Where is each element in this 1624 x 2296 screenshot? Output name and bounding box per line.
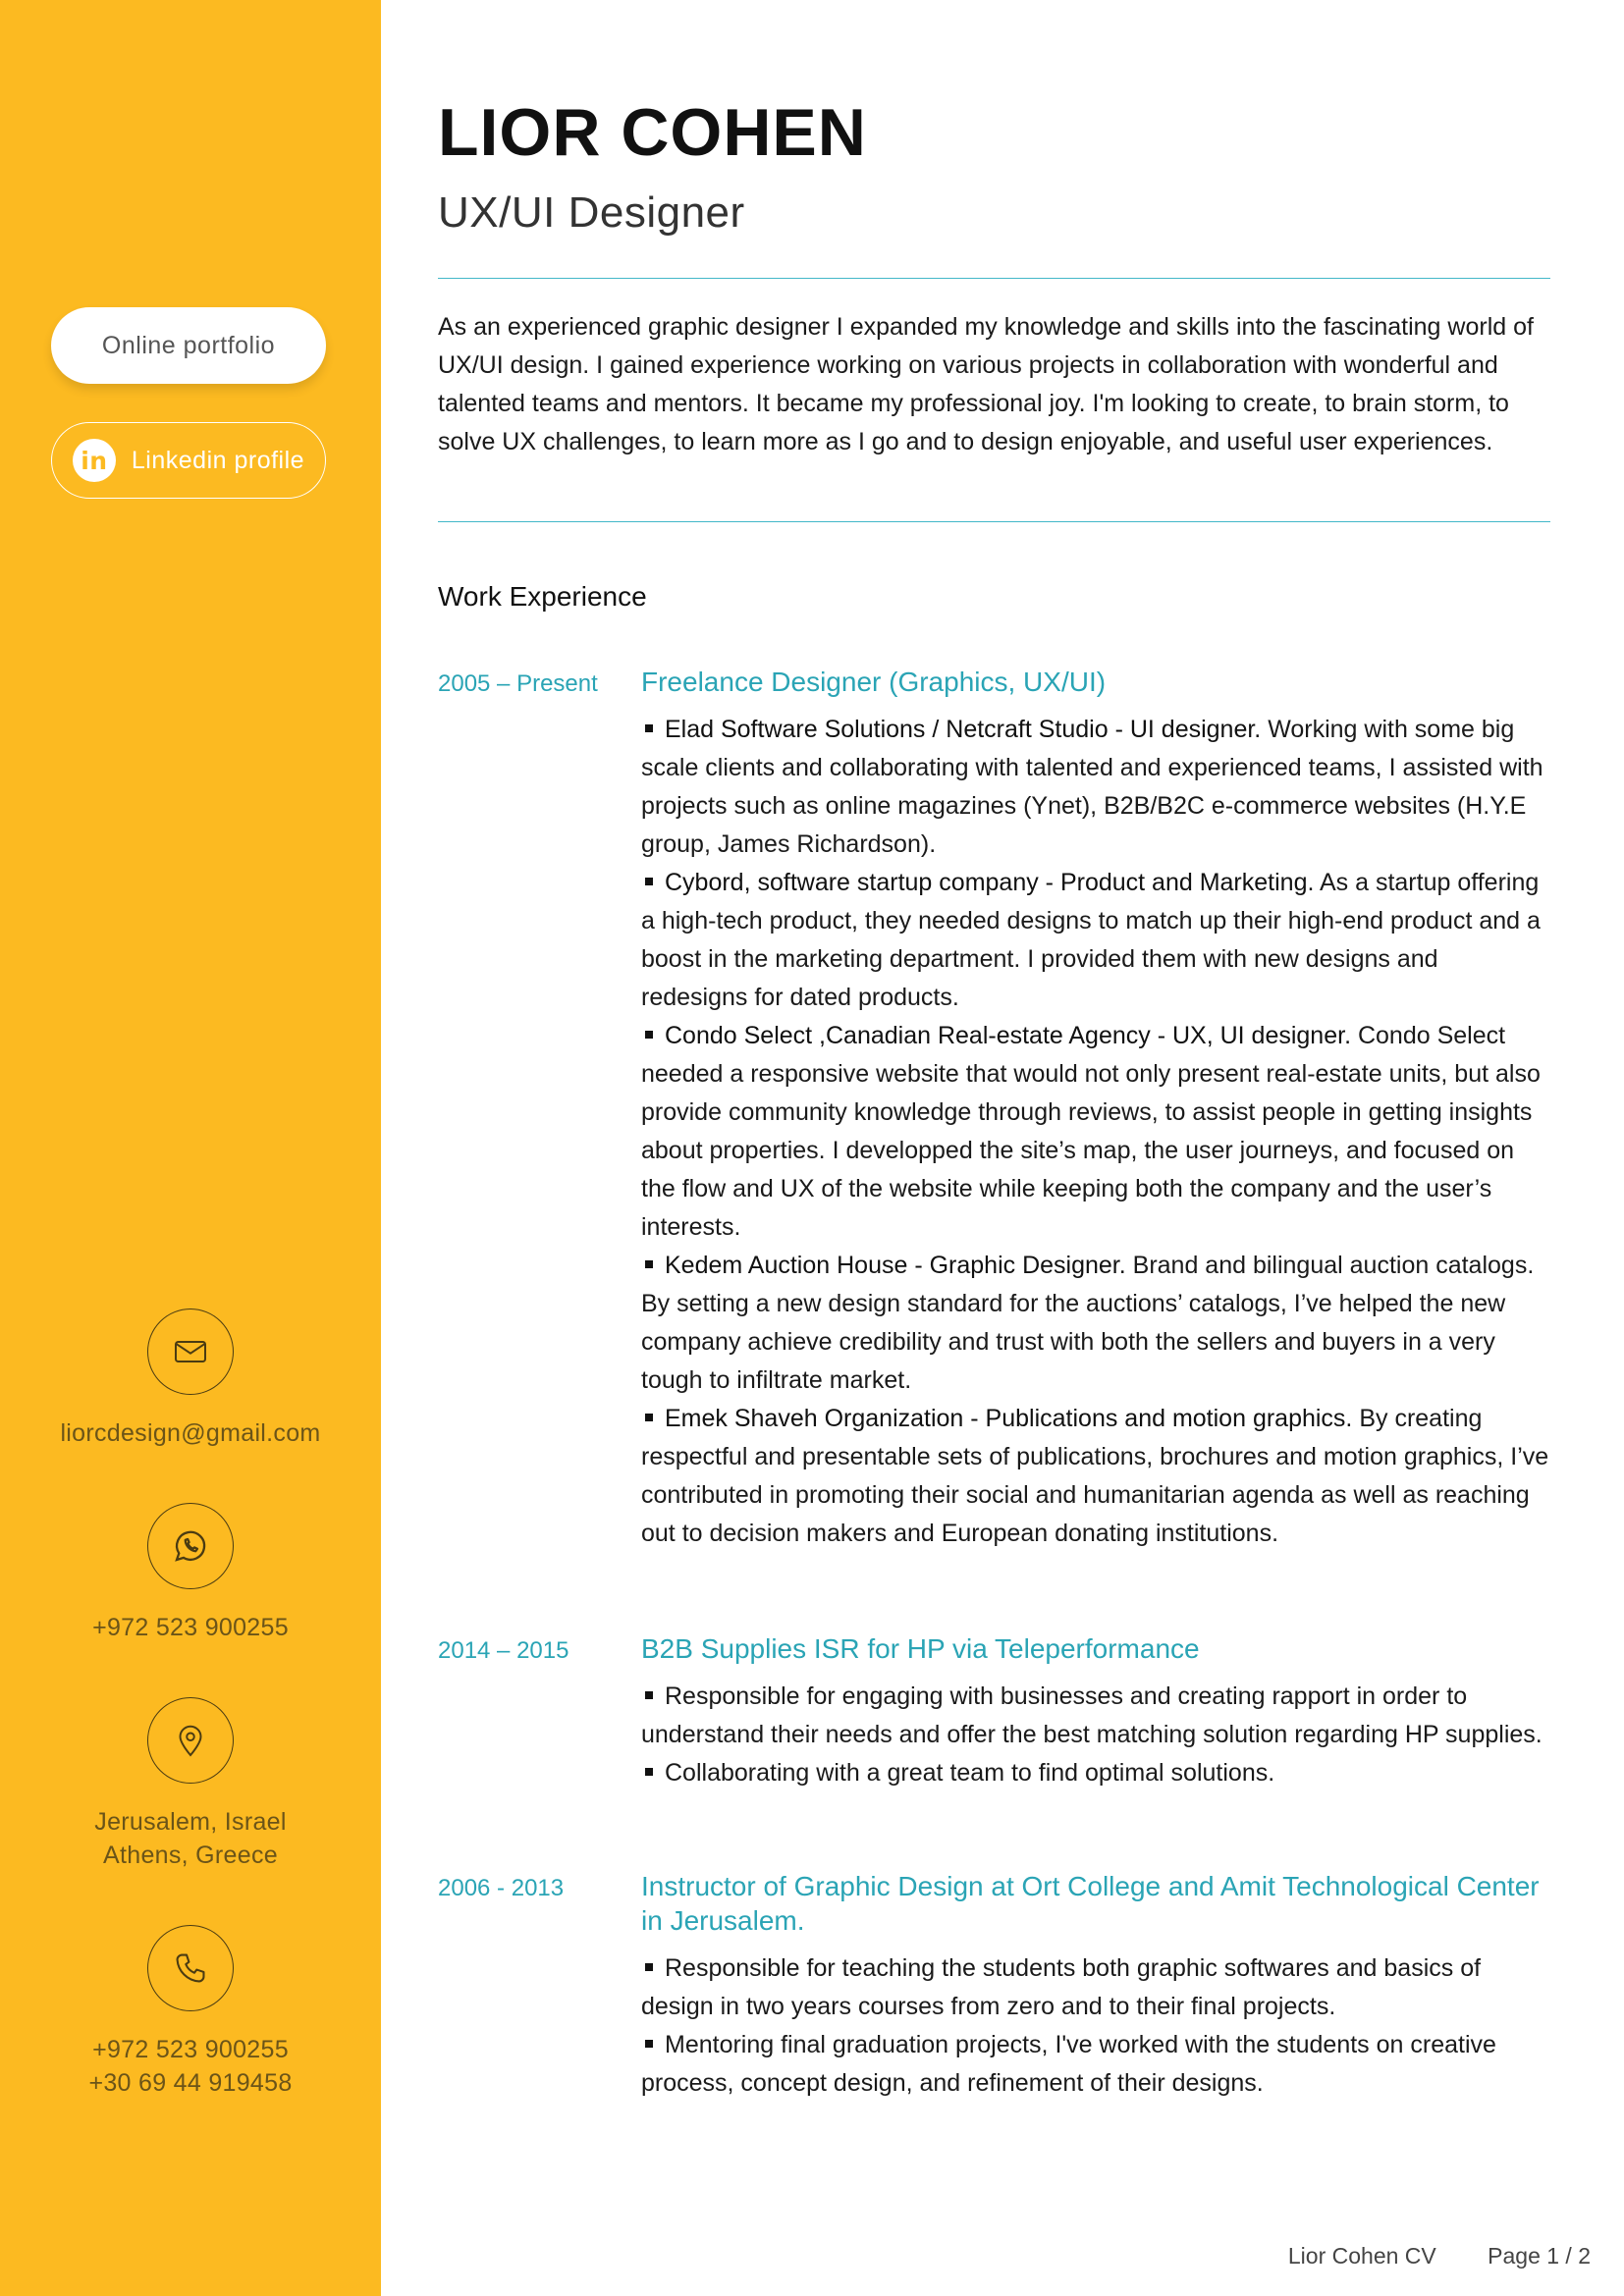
bullet-lead: Kedem Auction House - Graphic Designer. (665, 1252, 1126, 1279)
page-footer (1243, 2243, 1591, 2269)
job-date: 2014 – 2015 (438, 1637, 569, 1664)
bullet-text: Mentoring final graduation projects, I've worked with the students on creative process, concept design, and refinement of their designs. (641, 2031, 1496, 2097)
bullet-square-icon (645, 1768, 653, 1776)
linkedin-profile-button[interactable] (51, 422, 326, 499)
candidate-title: UX/UI Designer (438, 188, 745, 237)
bullet-square-icon (645, 1260, 653, 1268)
job-bullet (641, 1678, 1550, 1754)
job-bullet (641, 1017, 1550, 1247)
job-date: 2006 - 2013 (438, 1875, 565, 1901)
job-bullet (641, 1400, 1550, 1553)
summary-divider (438, 521, 1550, 522)
bullet-text: Collaborating with a great team to find optimal solutions. (665, 1759, 1275, 1787)
job-body (641, 1869, 1550, 2103)
job-bullets (641, 1678, 1550, 1792)
bullet-square-icon (645, 2040, 653, 2048)
contact-phone (0, 1925, 381, 2100)
job-bullets (641, 711, 1550, 1553)
sidebar (0, 0, 381, 2296)
location-line-2: Athens, Greece (103, 1842, 278, 1869)
job-title: B2B Supplies ISR for HP via Teleperformance (641, 1633, 1200, 1664)
job-title: Freelance Designer (Graphics, UX/UI) (641, 667, 1107, 697)
work-experience-heading: Work Experience (438, 581, 647, 612)
bullet-square-icon (645, 1031, 653, 1039)
location-line-1: Jerusalem, Israel (94, 1808, 287, 1836)
bullet-text: As a startup offering a high-tech product, they needed designs to match up their high-end product and a boost in the marketing department. I provided them with new designs and redesigns for dated products. (641, 869, 1541, 1011)
profile-summary: As an experienced graphic designer I expanded my knowledge and skills into the fascinating world of UX/UI design. I gained experience working on various projects in collaboration with wonderful and talented teams and mentors. It became my professional joy. I'm looking to create, to brain storm, to solve UX challenges, to learn more as I go and to design enjoyable, and useful user experiences. (438, 313, 1534, 455)
whatsapp-number[interactable]: +972 523 900255 (92, 1614, 289, 1641)
linkedin-icon: in (73, 439, 116, 482)
footer-page-number: Page 1 / 2 (1488, 2243, 1591, 2269)
job-date: 2005 – Present (438, 670, 598, 697)
job-bullet (641, 1754, 1550, 1792)
bullet-lead: Condo Select ,Canadian Real-estate Agency - UX, UI designer. (665, 1022, 1352, 1049)
location-pin-icon (147, 1697, 234, 1784)
job-title: Instructor of Graphic Design at Ort College and Amit Technological Center in Jerusalem. (641, 1871, 1540, 1936)
candidate-name: LIOR COHEN (438, 95, 867, 170)
job-bullets (641, 1949, 1550, 2103)
contact-whatsapp (0, 1503, 381, 1644)
job-bullet (641, 864, 1550, 1017)
job-bullet (641, 711, 1550, 864)
online-portfolio-button[interactable] (51, 307, 326, 384)
mail-icon (147, 1308, 234, 1395)
bullet-square-icon (645, 1691, 653, 1699)
phone-number-2[interactable]: +30 69 44 919458 (88, 2069, 293, 2097)
job-bullet (641, 1949, 1550, 2026)
top-divider (438, 278, 1550, 279)
bullet-text: Condo Select needed a responsive website that would not only present real-estate units, but also provide community knowledge through reviews, to assist people in getting insights about properties. I developped the site’s map, the user journeys, and focused on the flow and UX of the website while keeping both the company and the user’s interests. (641, 1022, 1541, 1241)
bullet-text: Working with some big scale clients and collaborating with talented and experienced teams, I assisted with projects such as online magazines (Ynet), B2B/B2C e-commerce websites (H.Y.E group, James Richardson). (641, 716, 1543, 858)
bullet-text: Responsible for engaging with businesses and creating rapport in order to understand their needs and offer the best matching solution regarding HP supplies. (641, 1682, 1543, 1748)
job-body (641, 1631, 1550, 1792)
bullet-square-icon (645, 724, 653, 732)
job-bullet (641, 2026, 1550, 2103)
job-body (641, 665, 1550, 1553)
phone-icon (147, 1925, 234, 2011)
contact-email (0, 1308, 381, 1450)
bullet-text: By creating respectful and presentable sets of publications, brochures and motion graphics, I’ve contributed in promoting their social and humanitarian agenda as well as reaching out to decision makers and European donating institutions. (641, 1405, 1549, 1547)
bullet-square-icon (645, 878, 653, 885)
bullet-text: Responsible for teaching the students both graphic softwares and basics of design in two years courses from zero and to their final projects. (641, 1954, 1482, 2020)
email-text[interactable]: liorcdesign@gmail.com (60, 1419, 321, 1447)
contact-location (0, 1697, 381, 1872)
whatsapp-icon (147, 1503, 234, 1589)
bullet-square-icon (645, 1963, 653, 1971)
bullet-lead: Emek Shaveh Organization - Publications and motion graphics. (665, 1405, 1353, 1432)
bullet-lead: Elad Software Solutions / Netcraft Studio - UI designer. (665, 716, 1262, 743)
linkedin-profile-label: Linkedin profile (131, 446, 305, 474)
job-bullet (641, 1247, 1550, 1400)
footer-doc-name: Lior Cohen CV (1287, 2243, 1436, 2269)
bullet-lead: Cybord, software startup company - Product and Marketing. (665, 869, 1315, 896)
phone-number-1[interactable]: +972 523 900255 (92, 2036, 289, 2063)
online-portfolio-label: Online portfolio (101, 331, 276, 359)
bullet-text: Brand and bilingual auction catalogs. By setting a new design standard for the auctions’ catalogs, I’ve helped the new company achieve credibility and trust with both the sellers and buyers in a very tough to infiltrate market. (641, 1252, 1535, 1394)
bullet-square-icon (645, 1414, 653, 1421)
